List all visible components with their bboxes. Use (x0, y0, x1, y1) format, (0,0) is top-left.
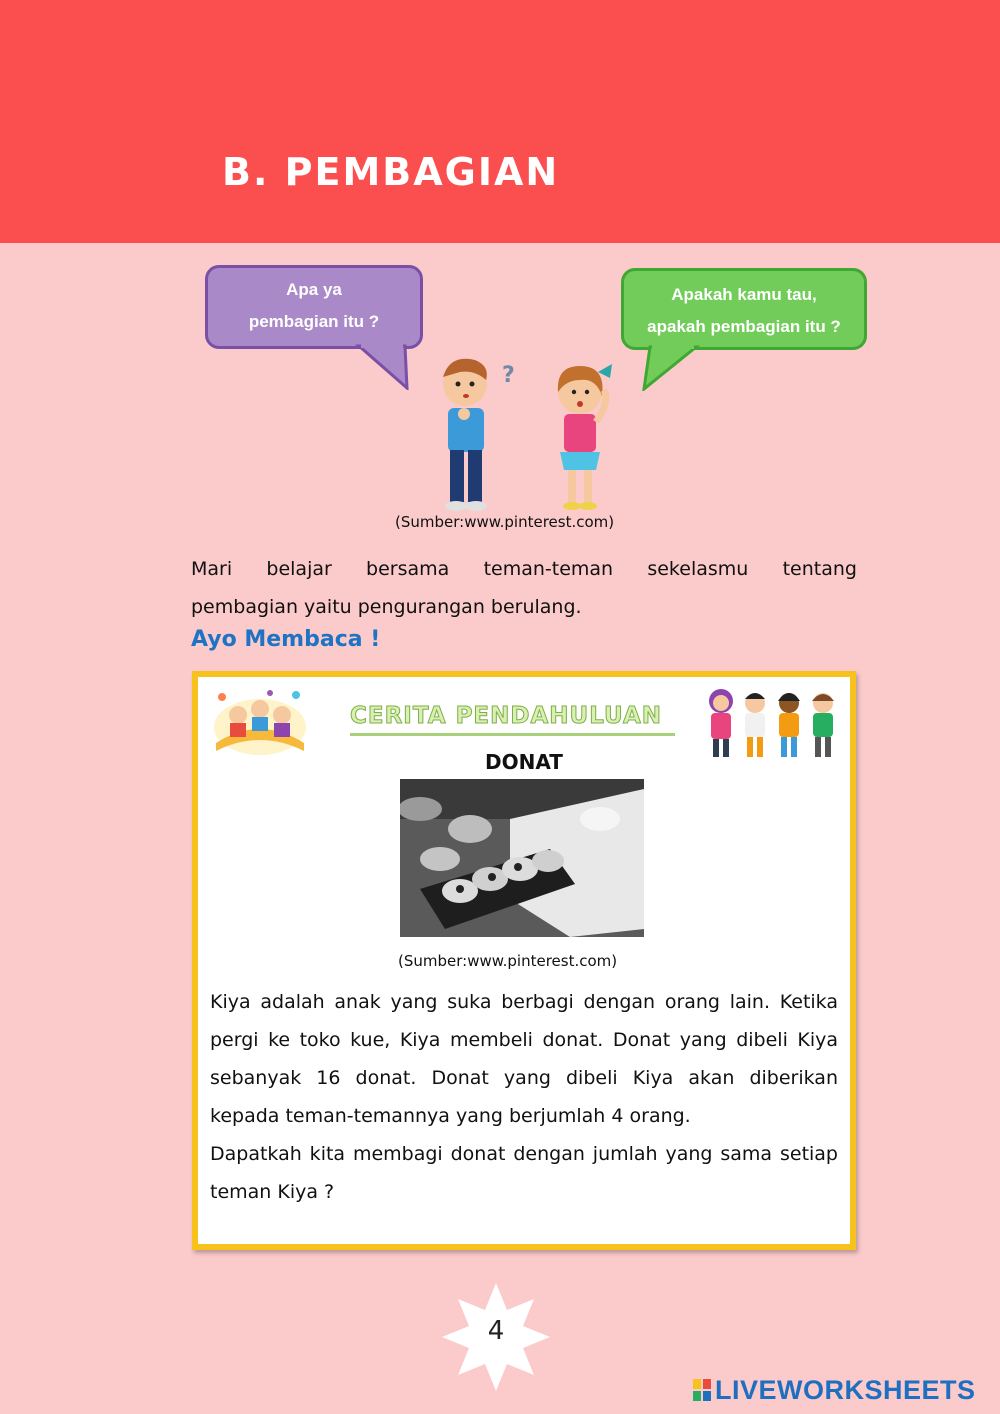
liveworksheets-logo-icon (693, 1379, 711, 1401)
story-title: DONAT (485, 750, 563, 774)
bubble-left-tail (355, 344, 415, 390)
boy-figure (443, 359, 515, 511)
bubble-left-line2: pembagian itu ? (248, 312, 380, 331)
kids-reading-clipart (210, 685, 308, 759)
page-number: 4 (487, 1316, 505, 1346)
story-paragraph: Kiya adalah anak yang suka berbagi dengan orang lain. Ketika pergi ke toko kue, Kiya membeli donat. Donat yang dibeli Kiya sebanyak 16 donat. Donat yang dibeli Kiya akan diberikan kepada teman-temannya yang berjumlah 4 orang. (210, 991, 838, 1127)
logo-text: LIVEWORKSHEETS (715, 1374, 976, 1405)
header-banner (0, 0, 1000, 243)
intro-line2: pembagian yaitu pengurangan berulang. (191, 596, 582, 618)
speech-bubble-girl (621, 268, 867, 350)
page-title: B. PEMBAGIAN (222, 150, 560, 194)
bubble-right-tail (640, 345, 700, 391)
girl-figure (558, 364, 612, 510)
section-heading: Ayo Membaca ! (191, 627, 381, 652)
story-text (210, 983, 838, 1211)
intro-line1 (191, 550, 857, 588)
photo-source-credit: (Sumber:www.pinterest.com) (398, 952, 618, 970)
story-banner-title: CERITA PENDAHULUAN (350, 703, 663, 729)
intro-paragraph (191, 550, 857, 626)
story-card (192, 671, 856, 1250)
kids-thinking-illustration (420, 352, 630, 512)
liveworksheets-logo[interactable] (693, 1373, 976, 1407)
illustration-source-credit: (Sumber:www.pinterest.com) (395, 513, 615, 531)
bubble-right-line2: apakah pembagian itu ? (647, 317, 841, 336)
svg-text:?: ? (502, 363, 515, 388)
intro-word: sekelasmu (647, 558, 749, 580)
intro-word: bersama (366, 558, 450, 580)
intro-word: belajar (266, 558, 332, 580)
intro-word: Mari (191, 558, 233, 580)
story-question: Dapatkah kita membagi donat dengan jumlah yang sama setiap teman Kiya ? (210, 1143, 838, 1203)
intro-word: tentang (782, 558, 857, 580)
bubble-right-line1: Apakah kamu tau, (671, 285, 817, 304)
bubble-left-line1: Apa ya (286, 280, 342, 299)
speech-bubble-boy (205, 265, 423, 349)
donut-photo (400, 779, 644, 937)
intro-word: teman-teman (483, 558, 614, 580)
banner-underline (350, 733, 675, 736)
